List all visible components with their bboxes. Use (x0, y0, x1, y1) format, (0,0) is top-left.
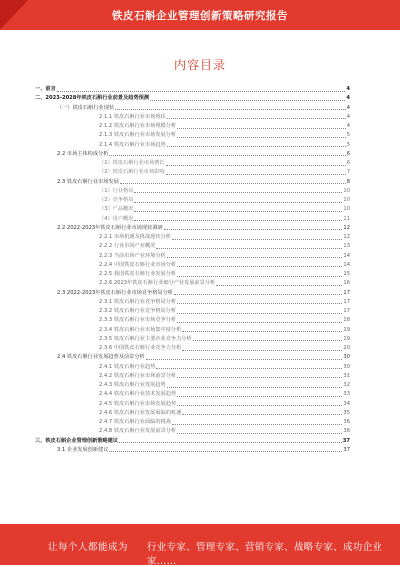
toc-entry-title: 2.4.2 铁皮石斛行业市场前景分析 (99, 372, 177, 379)
toc-entry-title: 二、2023-2028年铁皮石斛行业前景及趋势预测 (35, 95, 150, 102)
toc-entry-title: 2.3.3 铁皮石斛行业市场竞争分析 (99, 317, 177, 324)
toc-page-number: 18 (343, 317, 350, 324)
toc-leader-dots (177, 127, 346, 129)
toc-entry[interactable] (57, 177, 350, 186)
toc-leader-dots (182, 330, 342, 332)
toc-page-number: 10 (343, 187, 350, 194)
toc-entry-title: 2.2.5 我国铁皮石斛行业发展分析 (99, 271, 177, 277)
toc-entry-title: 2.2.6 2023年铁皮石斛行业细分产业发展前景分析 (99, 280, 216, 287)
toc-page-number: 20 (343, 345, 350, 351)
toc-entry-title: 2.4.1 铁皮石斛行业趋势 (99, 363, 156, 370)
toc-entry-title: 2.4.5 铁皮石斛行业市场发展趋势 (99, 400, 177, 407)
toc-entry-title: 2.1.4 铁皮石斛行业市场趋势 (99, 141, 166, 148)
toc-leader-dots (172, 238, 342, 240)
toc-page-number: 8 (346, 178, 350, 185)
toc-page-number: 15 (343, 271, 350, 277)
toc-entry-title: 2.4.7 铁皮石斛行业面临的挑战 (99, 419, 171, 425)
toc-page-number: 36 (343, 419, 350, 425)
toc-entry-title: 2.3.1 铁皮石斛行业竞争格局分析 (99, 298, 177, 305)
toc-entry-title: 2.2 市场主体构成分析 (57, 150, 109, 157)
footer-banner (0, 524, 400, 565)
toc-leader-dots (177, 432, 342, 434)
toc-page-number: 19 (343, 326, 350, 333)
toc-leader-dots (177, 312, 342, 314)
toc-page-number: 4 (346, 95, 350, 102)
toc-leader-dots (156, 247, 342, 249)
toc-entry-title: 2.1.2 铁皮石斛行业市场规模分析 (99, 123, 177, 129)
toc-entry-title: 2.1.1 铁皮石斛行业市场现状 (99, 113, 166, 120)
toc-entry[interactable] (99, 371, 350, 380)
toc-entry-title: （1）铁皮石斛行业市场增长 (99, 160, 165, 166)
toc-page-number: 17 (343, 298, 350, 305)
toc-entry[interactable] (99, 214, 350, 223)
toc-leader-dots (177, 265, 342, 267)
toc-entry[interactable] (99, 417, 350, 426)
toc-leader-dots (177, 302, 342, 304)
toc-entry-title: 2.3.5 铁皮石斛行业主要企业竞争力分析 (99, 335, 192, 342)
toc-entry[interactable] (99, 399, 350, 408)
toc-page-number: 11 (343, 215, 350, 222)
toc-page-number: 6 (346, 150, 350, 157)
toc-page-number: 19 (343, 335, 350, 342)
toc-page-number: 4 (346, 123, 350, 129)
toc-leader-dots (167, 256, 343, 258)
toc-leader-dots (146, 358, 343, 360)
toc-page-number: 13 (343, 243, 350, 250)
toc-page-number: 16 (343, 280, 350, 287)
toc-entry-title: 2.2.1 市场机遇及挑战现状分析 (99, 234, 171, 240)
toc-leader-dots (156, 367, 342, 369)
toc-entry-title: 2.4.4 铁皮石斛行业技术发展趋势 (99, 391, 177, 398)
toc-page-number: 14 (343, 252, 350, 259)
toc-page-number: 4 (346, 86, 350, 92)
toc-leader-dots (109, 450, 342, 452)
toc-entry-title: （3）产品概况 (99, 206, 134, 213)
toc-entry[interactable] (99, 426, 350, 435)
toc-entry[interactable] (99, 389, 350, 398)
toc-leader-dots (177, 376, 342, 378)
toc-entry[interactable] (99, 362, 350, 371)
toc-leader-dots (134, 219, 342, 221)
toc-page-number: 36 (343, 428, 350, 435)
toc-entry-title: （一）铁皮石斛行业现状 (57, 104, 115, 111)
toc-page-number: 12 (343, 234, 350, 240)
toc-entry-title: 2.2 2022-2023年铁皮石斛行业市场现状调研 (57, 224, 163, 231)
toc-entry[interactable] (57, 445, 350, 454)
toc-entry-title: 2.2.2 行业市场产业概况 (99, 243, 156, 250)
toc-entry-title: 2.3.6 中国铁皮石斛行业竞争力分析 (99, 345, 182, 351)
toc-entry[interactable] (57, 352, 350, 361)
toc-entry[interactable] (99, 204, 350, 213)
toc-entry[interactable] (99, 315, 350, 324)
toc-leader-dots (172, 423, 342, 425)
toc-page-number: 5 (346, 132, 350, 139)
toc-page-number: 30 (343, 363, 350, 370)
toc-entry-title: 2.3.2 铁皮石斛行业竞争格局分析 (99, 308, 177, 314)
toc-entry-title: 2.3.4 铁皮石斛行业市场集中度分析 (99, 326, 182, 333)
toc-page-number: 12 (343, 224, 350, 231)
toc-entry[interactable] (99, 241, 350, 250)
toc-leader-dots (167, 386, 343, 388)
toc-leader-dots (167, 145, 346, 147)
toc-leader-dots (177, 321, 342, 323)
toc-entry-title: （1）行业格局 (99, 187, 134, 194)
toc-entry[interactable] (99, 251, 350, 260)
toc-page-number: 33 (343, 391, 350, 398)
toc-entry[interactable] (99, 167, 350, 176)
toc-leader-dots (182, 413, 342, 415)
toc-page-number: 10 (343, 197, 350, 203)
toc-leader-dots (177, 404, 342, 406)
toc-entry[interactable] (35, 93, 350, 102)
toc-entry-title: 2.4.3 铁皮石斛行业发展趋势 (99, 382, 166, 388)
toc-entry-title: 一、前言 (35, 86, 56, 92)
toc-entry-title: （2）铁皮石斛行业市场影响 (99, 169, 165, 176)
toc-leader-dots (167, 117, 346, 119)
toc-page-number: 4 (346, 113, 350, 120)
footer-slogan-detail: 行业专家、管理专家、营销专家、战略专家、成功企业家…… (147, 542, 383, 567)
toc-page-number: 32 (343, 382, 350, 388)
toc-entry[interactable] (99, 121, 350, 130)
toc-leader-dots (177, 275, 342, 277)
toc-entry[interactable] (99, 158, 350, 167)
document-title: 铁皮石斛企业管理创新策略研究报告 (112, 10, 288, 22)
toc-page-number: 5 (346, 141, 350, 148)
toc-leader-dots (120, 182, 346, 184)
toc-entry[interactable] (99, 408, 350, 417)
toc-entry-title: 2.4 铁皮石斛行业发展趋势及前景分析 (57, 354, 145, 361)
toc-entry[interactable] (99, 306, 350, 315)
toc-entry[interactable] (99, 260, 350, 269)
toc-leader-dots (166, 164, 346, 166)
toc-entry[interactable] (57, 288, 350, 297)
toc-entry[interactable] (99, 130, 350, 139)
toc-entry[interactable] (99, 195, 350, 204)
toc-entry[interactable] (99, 112, 350, 121)
toc-entry-title: 2.3 2022-2023年铁皮石斛行业市场竞争格局分析 (57, 289, 173, 296)
toc-page-number: 7 (346, 169, 350, 176)
footer-slogan: 让每个人都能成为 (48, 542, 129, 553)
toc-entry[interactable] (99, 232, 350, 241)
toc-entry[interactable] (57, 149, 350, 158)
toc-entry[interactable] (35, 436, 350, 445)
header-banner (0, 0, 400, 30)
toc-entry-title: （4）用户概况 (99, 215, 134, 222)
toc-leader-dots (164, 228, 343, 230)
toc-leader-dots (150, 99, 345, 101)
toc-leader-dots (115, 108, 346, 110)
toc-page-number: 17 (343, 308, 350, 314)
toc-entry-title: 2.2.3 当前市场产业环境分析 (99, 252, 166, 259)
toc-entry[interactable] (99, 278, 350, 287)
toc-heading: 内容目录 (173, 58, 226, 72)
toc-entry-title: 2.1.3 铁皮石斛行业市场发展分析 (99, 132, 177, 139)
toc-leader-dots (193, 339, 343, 341)
toc-page-number: 4 (346, 104, 350, 111)
toc-leader-dots (177, 395, 342, 397)
toc-entry[interactable] (35, 84, 350, 93)
toc-leader-dots (177, 136, 346, 138)
toc-page-number: 37 (343, 446, 350, 453)
toc-entry-title: （2）竞争格局 (99, 197, 134, 203)
toc-entry[interactable] (99, 343, 350, 352)
toc-entry[interactable] (57, 103, 350, 112)
toc-leader-dots (134, 210, 342, 212)
toc-entry[interactable] (57, 223, 350, 232)
toc-leader-dots (134, 191, 342, 193)
toc-page-number: 35 (343, 409, 350, 416)
toc-page-number: 30 (343, 354, 350, 361)
toc-leader-dots (109, 154, 345, 156)
toc-leader-dots (119, 441, 342, 443)
toc-entry-title: 2.2.4 中国铁皮石斛行业市场分析 (99, 261, 177, 268)
toc-leader-dots (57, 90, 346, 92)
toc-page-number: 34 (343, 400, 350, 407)
toc-entry-title: 2.4.8 铁皮石斛行业发展前景分析 (99, 428, 177, 435)
toc-entry[interactable] (99, 140, 350, 149)
toc-leader-dots (174, 293, 342, 295)
toc-page-number: 10 (343, 206, 350, 213)
toc-entry[interactable] (99, 380, 350, 389)
toc-page-number: 31 (343, 372, 350, 379)
toc-entry-title: 2.3 铁皮石斛行业市场发展 (57, 178, 119, 185)
toc-leader-dots (166, 173, 346, 175)
toc-entry[interactable] (99, 186, 350, 195)
toc-entry[interactable] (99, 297, 350, 306)
toc-entry-title: 三、铁皮石斛企业管理创新策略建议 (35, 437, 119, 444)
toc-entry[interactable] (99, 325, 350, 334)
toc-entry[interactable] (99, 269, 350, 278)
toc-page-number: 6 (346, 160, 350, 166)
toc-entry-title: 2.4.6 铁皮石斛行业发展面临的机遇 (99, 409, 182, 416)
toc-leader-dots (182, 349, 342, 351)
toc-page-number: 14 (343, 261, 350, 268)
toc-leader-dots (216, 284, 342, 286)
toc-entry[interactable] (99, 334, 350, 343)
toc-page-number: 17 (343, 289, 350, 296)
toc-leader-dots (134, 201, 342, 203)
toc-page-number: 37 (342, 437, 350, 444)
toc-entry-title: 3.1 企业发展创新建议 (57, 446, 109, 453)
